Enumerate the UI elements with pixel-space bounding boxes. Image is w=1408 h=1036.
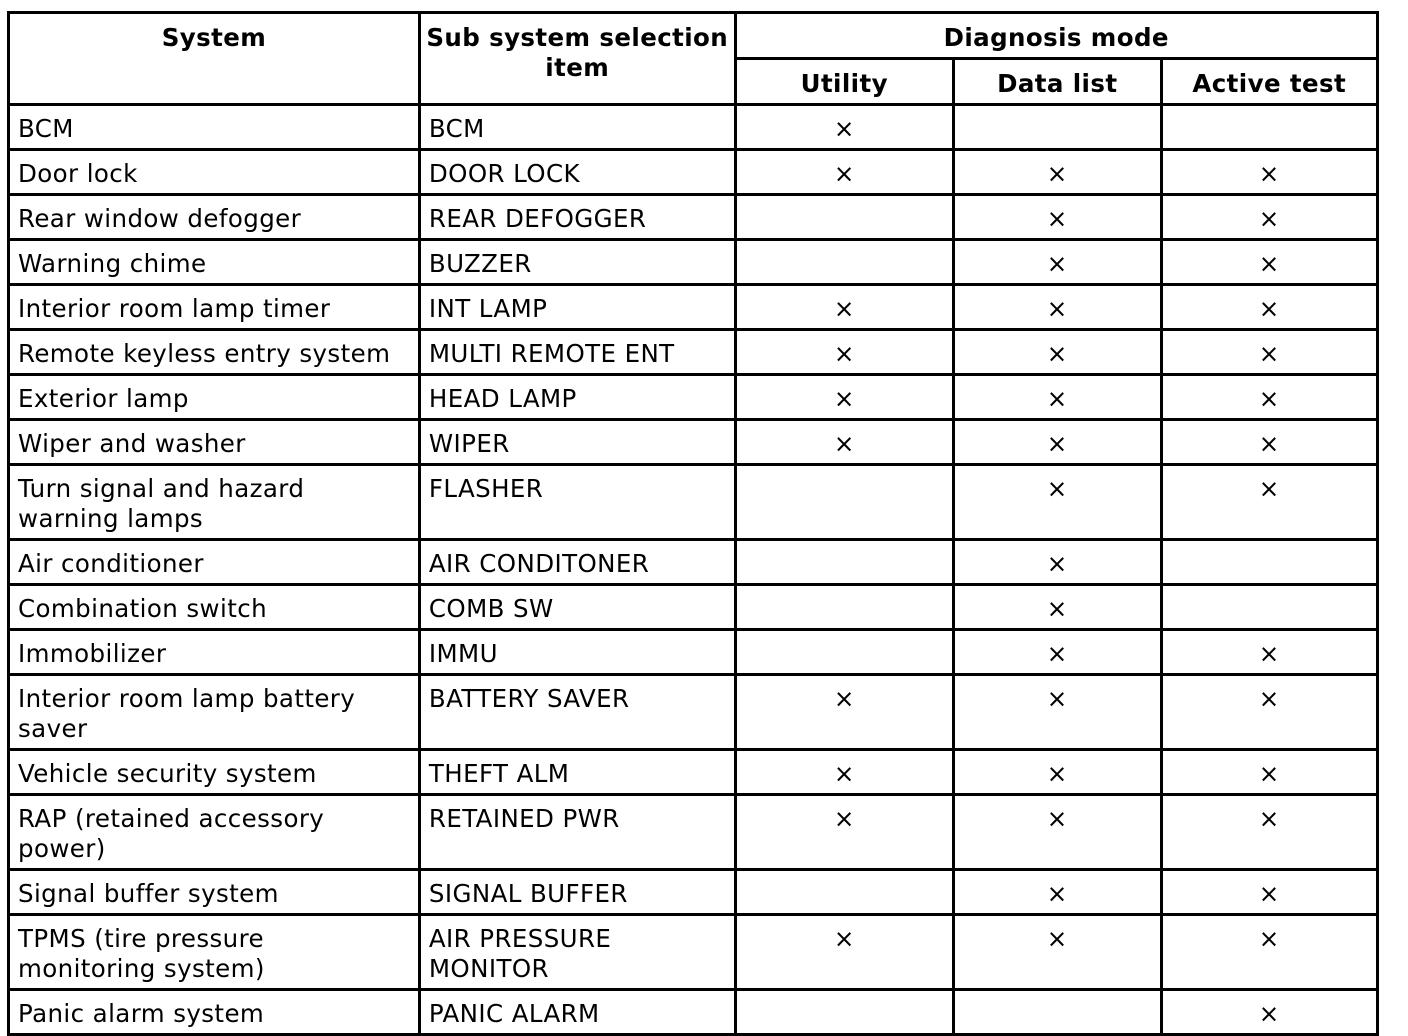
- utility-mark: [735, 195, 953, 240]
- table-row: [9, 240, 1378, 285]
- active-test-mark: ×: [1161, 285, 1378, 330]
- system-cell: Combination switch: [9, 585, 420, 630]
- data-list-mark: ×: [954, 870, 1161, 915]
- data-list-mark: ×: [954, 240, 1161, 285]
- table-row: [9, 630, 1378, 675]
- table-row: [9, 585, 1378, 630]
- utility-mark: [735, 870, 953, 915]
- data-list-mark: [954, 105, 1161, 150]
- system-cell: Panic alarm system: [9, 990, 420, 1035]
- data-list-mark: ×: [954, 375, 1161, 420]
- active-test-mark: ×: [1161, 465, 1378, 540]
- subsystem-item-cell: MULTI REMOTE ENT: [419, 330, 735, 375]
- header-data-list: Data list: [954, 59, 1161, 105]
- header-active-test: Active test: [1161, 59, 1378, 105]
- header-system: System: [9, 13, 420, 105]
- utility-mark: ×: [735, 330, 953, 375]
- system-cell: Door lock: [9, 150, 420, 195]
- system-cell: Interior room lamp timer: [9, 285, 420, 330]
- system-cell: RAP (retained accessory power): [9, 795, 420, 870]
- system-cell: Exterior lamp: [9, 375, 420, 420]
- table-row: [9, 750, 1378, 795]
- utility-mark: [735, 585, 953, 630]
- subsystem-item-cell: INT LAMP: [419, 285, 735, 330]
- table-row: [9, 285, 1378, 330]
- subsystem-item-cell: REAR DEFOGGER: [419, 195, 735, 240]
- table-row: [9, 150, 1378, 195]
- system-cell: Interior room lamp battery saver: [9, 675, 420, 750]
- table-row: [9, 330, 1378, 375]
- data-list-mark: [954, 990, 1161, 1035]
- subsystem-item-cell: COMB SW: [419, 585, 735, 630]
- data-list-mark: ×: [954, 465, 1161, 540]
- table-row: [9, 915, 1378, 990]
- table-row: [9, 195, 1378, 240]
- utility-mark: ×: [735, 105, 953, 150]
- subsystem-item-cell: WIPER: [419, 420, 735, 465]
- utility-mark: [735, 240, 953, 285]
- subsystem-item-cell: BATTERY SAVER: [419, 675, 735, 750]
- data-list-mark: ×: [954, 540, 1161, 585]
- active-test-mark: ×: [1161, 870, 1378, 915]
- active-test-mark: ×: [1161, 915, 1378, 990]
- subsystem-item-cell: AIR CONDITONER: [419, 540, 735, 585]
- system-cell: Rear window defogger: [9, 195, 420, 240]
- subsystem-item-cell: DOOR LOCK: [419, 150, 735, 195]
- active-test-mark: ×: [1161, 330, 1378, 375]
- utility-mark: [735, 465, 953, 540]
- active-test-mark: ×: [1161, 630, 1378, 675]
- table-row: [9, 870, 1378, 915]
- system-cell: Warning chime: [9, 240, 420, 285]
- data-list-mark: ×: [954, 630, 1161, 675]
- utility-mark: ×: [735, 375, 953, 420]
- subsystem-item-cell: FLASHER: [419, 465, 735, 540]
- subsystem-item-cell: SIGNAL BUFFER: [419, 870, 735, 915]
- utility-mark: [735, 630, 953, 675]
- subsystem-item-cell: IMMU: [419, 630, 735, 675]
- subsystem-item-cell: BUZZER: [419, 240, 735, 285]
- active-test-mark: ×: [1161, 150, 1378, 195]
- table-row: [9, 540, 1378, 585]
- table-row: [9, 990, 1378, 1035]
- system-cell: Wiper and washer: [9, 420, 420, 465]
- subsystem-item-cell: HEAD LAMP: [419, 375, 735, 420]
- active-test-mark: [1161, 585, 1378, 630]
- utility-mark: ×: [735, 675, 953, 750]
- subsystem-item-cell: PANIC ALARM: [419, 990, 735, 1035]
- diagnosis-mode-table: [7, 11, 1379, 1036]
- active-test-mark: [1161, 540, 1378, 585]
- system-cell: Turn signal and hazard warning lamps: [9, 465, 420, 540]
- header-utility: Utility: [735, 59, 953, 105]
- subsystem-item-cell: RETAINED PWR: [419, 795, 735, 870]
- data-list-mark: ×: [954, 285, 1161, 330]
- data-list-mark: ×: [954, 675, 1161, 750]
- system-cell: Signal buffer system: [9, 870, 420, 915]
- system-cell: Immobilizer: [9, 630, 420, 675]
- utility-mark: ×: [735, 750, 953, 795]
- table-row: [9, 420, 1378, 465]
- active-test-mark: ×: [1161, 750, 1378, 795]
- system-cell: Remote keyless entry system: [9, 330, 420, 375]
- table-row: [9, 375, 1378, 420]
- utility-mark: ×: [735, 150, 953, 195]
- utility-mark: ×: [735, 915, 953, 990]
- header-row-top: [9, 13, 1378, 59]
- table-row: [9, 675, 1378, 750]
- table-row: [9, 795, 1378, 870]
- system-cell: BCM: [9, 105, 420, 150]
- active-test-mark: ×: [1161, 990, 1378, 1035]
- data-list-mark: ×: [954, 795, 1161, 870]
- data-list-mark: ×: [954, 915, 1161, 990]
- data-list-mark: ×: [954, 585, 1161, 630]
- system-cell: Air conditioner: [9, 540, 420, 585]
- subsystem-item-cell: THEFT ALM: [419, 750, 735, 795]
- table-row: [9, 465, 1378, 540]
- data-list-mark: ×: [954, 750, 1161, 795]
- utility-mark: [735, 540, 953, 585]
- subsystem-item-cell: AIR PRESSURE MONITOR: [419, 915, 735, 990]
- data-list-mark: ×: [954, 420, 1161, 465]
- data-list-mark: ×: [954, 150, 1161, 195]
- subsystem-item-cell: BCM: [419, 105, 735, 150]
- table-row: [9, 105, 1378, 150]
- utility-mark: ×: [735, 420, 953, 465]
- active-test-mark: ×: [1161, 420, 1378, 465]
- active-test-mark: ×: [1161, 795, 1378, 870]
- utility-mark: [735, 990, 953, 1035]
- data-list-mark: ×: [954, 330, 1161, 375]
- utility-mark: ×: [735, 285, 953, 330]
- utility-mark: ×: [735, 795, 953, 870]
- system-cell: TPMS (tire pressure monitoring system): [9, 915, 420, 990]
- system-cell: Vehicle security system: [9, 750, 420, 795]
- active-test-mark: ×: [1161, 240, 1378, 285]
- header-diagnosis-mode: Diagnosis mode: [735, 13, 1377, 59]
- active-test-mark: ×: [1161, 375, 1378, 420]
- header-subsystem-selection-item: Sub system selection item: [419, 13, 735, 105]
- active-test-mark: [1161, 105, 1378, 150]
- active-test-mark: ×: [1161, 675, 1378, 750]
- data-list-mark: ×: [954, 195, 1161, 240]
- active-test-mark: ×: [1161, 195, 1378, 240]
